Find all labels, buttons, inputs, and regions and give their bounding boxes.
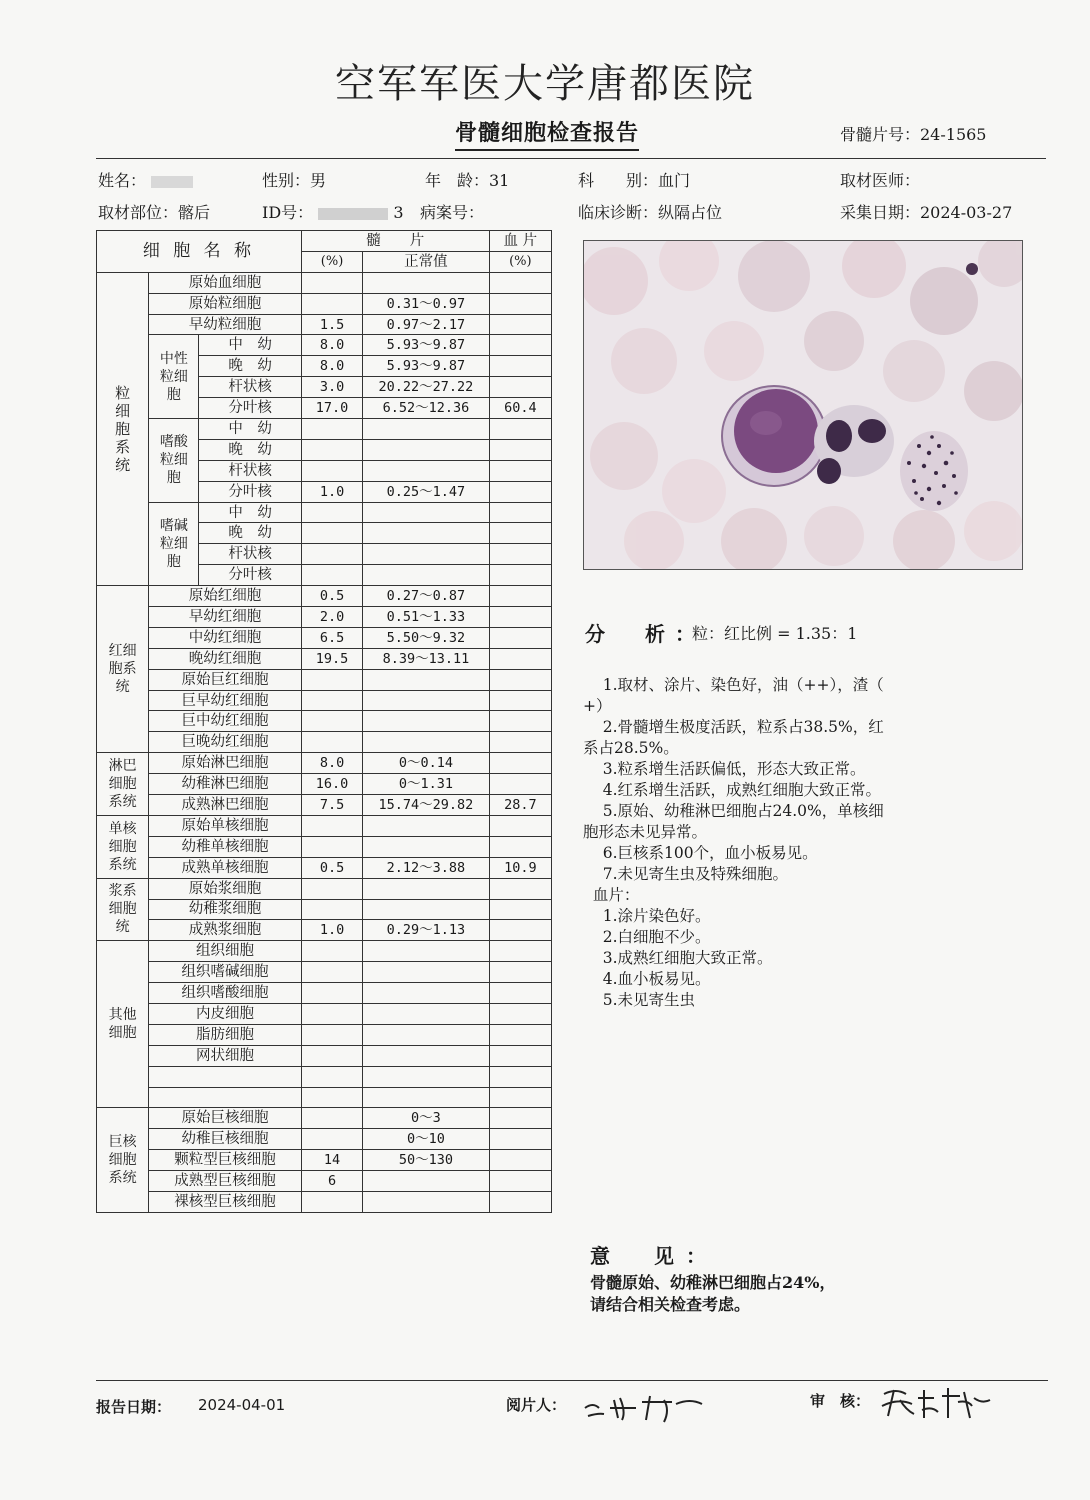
group-label-mono: 单核细胞系统 (97, 815, 149, 878)
bm-percent (301, 941, 362, 962)
pb-percent (489, 920, 551, 941)
pb-percent (489, 1066, 551, 1087)
patient-dept: 科 别：血门 (578, 171, 691, 190)
table-row (97, 941, 552, 962)
reviewer-label: 审 核： (810, 1392, 871, 1410)
normal-range: 2.12～3.88 (363, 857, 490, 878)
bm-percent (301, 272, 362, 293)
bm-percent (301, 690, 362, 711)
normal-range (363, 815, 490, 836)
cell-type-name: 脂肪细胞 (149, 1024, 302, 1045)
bm-percent (301, 1045, 362, 1066)
pb-percent (489, 815, 551, 836)
group-label-granulocyte: 粒细胞系统 (97, 272, 149, 585)
analysis-line: 2.白细胞不少。 (583, 928, 711, 946)
pb-percent (489, 1129, 551, 1150)
table-row (97, 878, 552, 899)
pb-percent (489, 356, 551, 377)
pb-percent (489, 523, 551, 544)
bm-percent: 2.0 (301, 607, 362, 628)
analysis-line: 5.原始、幼稚淋巴细胞占24.0%，单核细 (583, 802, 884, 820)
normal-range (363, 878, 490, 899)
normal-range: 0～3 (363, 1108, 490, 1129)
cell-type-name: 晚 幼 (199, 356, 301, 377)
normal-range (363, 523, 490, 544)
cell-type-name: 分叶核 (199, 481, 301, 502)
bm-percent (301, 1066, 362, 1087)
group-label-basophil: 嗜碱粒细胞 (149, 502, 199, 586)
pb-percent (489, 941, 551, 962)
normal-range (363, 1024, 490, 1045)
table-row (97, 335, 552, 356)
pb-percent (489, 753, 551, 774)
table-row (97, 1191, 552, 1212)
normal-range (363, 690, 490, 711)
bm-percent: 14 (301, 1150, 362, 1171)
analysis-line: 4.红系增生活跃，成熟红细胞大致正常。 (583, 781, 881, 799)
normal-range: 50～130 (363, 1150, 490, 1171)
cell-type-name: 杆状核 (199, 460, 301, 481)
reader-label: 阅片人： (506, 1396, 567, 1414)
bm-percent (301, 711, 362, 732)
table-row (97, 1150, 552, 1171)
cell-type-name: 晚 幼 (199, 439, 301, 460)
bm-percent (301, 878, 362, 899)
table-row (97, 293, 552, 314)
table-row (97, 857, 552, 878)
cell-type-name: 颗粒型巨核细胞 (149, 1150, 302, 1171)
analysis-text (583, 675, 1003, 1011)
report-title: 骨髓细胞检查报告 (455, 116, 639, 151)
pb-percent (489, 1003, 551, 1024)
normal-range: 5.93～9.87 (363, 335, 490, 356)
name-redaction (151, 176, 193, 188)
cell-type-name (149, 1066, 302, 1087)
analysis-line: 1.取材、涂片、染色好，油（++），渣（ (583, 676, 884, 694)
table-row (97, 1003, 552, 1024)
pb-percent: 60.4 (489, 398, 551, 419)
patient-id (262, 200, 404, 223)
patient-name (98, 168, 193, 191)
col-normal: 正常值 (363, 251, 490, 272)
cell-type-name: 幼稚浆细胞 (149, 899, 302, 920)
normal-range: 0.27～0.87 (363, 586, 490, 607)
table-row (97, 899, 552, 920)
bm-percent (301, 899, 362, 920)
normal-range: 15.74～29.82 (363, 795, 490, 816)
bm-percent: 16.0 (301, 774, 362, 795)
bed-number: 病案号： (420, 203, 485, 222)
bm-percent: 1.0 (301, 481, 362, 502)
marrow-smear-photo (583, 240, 1023, 570)
bm-percent: 8.0 (301, 753, 362, 774)
group-label-plasma: 浆系细胞统 (97, 878, 149, 941)
bm-percent: 1.0 (301, 920, 362, 941)
sampling-site: 取材部位：髂后 (98, 203, 211, 222)
normal-range: 0.31～0.97 (363, 293, 490, 314)
cell-type-name: 巨早幼红细胞 (149, 690, 302, 711)
table-row (97, 774, 552, 795)
pb-percent (489, 607, 551, 628)
table-row (97, 1129, 552, 1150)
pb-percent (489, 1171, 551, 1192)
analysis-line: 2.骨髓增生极度活跃，粒系占38.5%，红 (583, 718, 884, 736)
col-bm-pct: (%) (301, 251, 362, 272)
table-row (97, 690, 552, 711)
analysis-heading: 分 析： (585, 622, 705, 646)
cell-type-name: 分叶核 (199, 398, 301, 419)
cell-type-name: 组织嗜酸细胞 (149, 983, 302, 1004)
bm-percent: 0.5 (301, 586, 362, 607)
bm-percent: 3.0 (301, 377, 362, 398)
normal-range: 20.22～27.22 (363, 377, 490, 398)
pb-percent (489, 565, 551, 586)
cell-type-name: 成熟型巨核细胞 (149, 1171, 302, 1192)
pb-percent (489, 1191, 551, 1212)
pb-percent (489, 774, 551, 795)
table-row (97, 711, 552, 732)
table-row (97, 962, 552, 983)
bm-percent (301, 523, 362, 544)
normal-range (363, 419, 490, 440)
pb-percent (489, 899, 551, 920)
cell-count-table (96, 230, 552, 1213)
patient-id-suffix: 3 (393, 203, 404, 222)
report-date: 2024-04-01 (198, 1396, 286, 1414)
normal-range: 6.52～12.36 (363, 398, 490, 419)
pb-percent: 10.9 (489, 857, 551, 878)
pb-percent (489, 586, 551, 607)
table-row (97, 419, 552, 440)
group-label-mega: 巨核细胞系统 (97, 1108, 149, 1212)
analysis-line: 1.涂片染色好。 (583, 907, 711, 925)
analysis-line: 3.粒系增生活跃偏低，形态大致正常。 (583, 760, 866, 778)
table-row (97, 1171, 552, 1192)
normal-range (363, 1171, 490, 1192)
bm-percent (301, 669, 362, 690)
bm-percent (301, 962, 362, 983)
normal-range: 0.29～1.13 (363, 920, 490, 941)
analysis-line: 3.成熟红细胞大致正常。 (583, 949, 773, 967)
table-row (97, 586, 552, 607)
cell-type-name: 原始巨核细胞 (149, 1108, 302, 1129)
cell-type-name: 巨晚幼红细胞 (149, 732, 302, 753)
marrow-smear-image (584, 241, 1022, 569)
pb-percent (489, 481, 551, 502)
normal-range (363, 1045, 490, 1066)
pb-percent (489, 1087, 551, 1108)
normal-range: 0.97～2.17 (363, 314, 490, 335)
bm-percent: 0.5 (301, 857, 362, 878)
bm-percent: 19.5 (301, 648, 362, 669)
normal-range (363, 836, 490, 857)
cell-type-name (149, 1087, 302, 1108)
clinical-diagnosis: 临床诊断：纵隔占位 (578, 203, 723, 222)
pb-percent (489, 502, 551, 523)
cell-type-name: 裸核型巨核细胞 (149, 1191, 302, 1212)
cell-type-name: 组织嗜碱细胞 (149, 962, 302, 983)
normal-range (363, 439, 490, 460)
cell-type-name: 晚幼红细胞 (149, 648, 302, 669)
cell-type-name: 网状细胞 (149, 1045, 302, 1066)
cell-type-name: 早幼粒细胞 (149, 314, 302, 335)
normal-range (363, 732, 490, 753)
cell-type-name: 成熟淋巴细胞 (149, 795, 302, 816)
pb-percent (489, 419, 551, 440)
pb-percent (489, 460, 551, 481)
pb-percent (489, 314, 551, 335)
normal-range: 0～10 (363, 1129, 490, 1150)
normal-range (363, 983, 490, 1004)
pb-percent (489, 544, 551, 565)
analysis-line: 4.血小板易见。 (583, 970, 711, 988)
normal-range (363, 711, 490, 732)
group-label-erythroid: 红细胞系统 (97, 586, 149, 753)
bm-percent (301, 1003, 362, 1024)
bm-percent (301, 1087, 362, 1108)
bm-percent (301, 544, 362, 565)
pb-percent (489, 1024, 551, 1045)
bm-percent (301, 293, 362, 314)
bm-percent (301, 1108, 362, 1129)
normal-range: 5.93～9.87 (363, 356, 490, 377)
table-row (97, 502, 552, 523)
pb-percent (489, 335, 551, 356)
col-bone-marrow: 髓 片 (301, 231, 489, 252)
patient-gender: 性别：男 (262, 171, 327, 190)
analysis-line: 7.未见寄生虫及特殊细胞。 (583, 865, 788, 883)
normal-range: 0.51～1.33 (363, 607, 490, 628)
report-date-label: 报告日期： (96, 1398, 172, 1416)
bm-percent (301, 419, 362, 440)
analysis-line: +） (583, 697, 612, 715)
normal-range (363, 502, 490, 523)
cell-type-name: 成熟浆细胞 (149, 920, 302, 941)
cell-type-name: 晚 幼 (199, 523, 301, 544)
cell-type-name: 分叶核 (199, 565, 301, 586)
pb-percent (489, 732, 551, 753)
pb-percent (489, 627, 551, 648)
bm-percent (301, 439, 362, 460)
header-divider (96, 158, 1046, 159)
cell-type-name: 中 幼 (199, 335, 301, 356)
col-blood: 血 片 (489, 231, 551, 252)
analysis-line: 胞形态未见异常。 (583, 823, 708, 841)
normal-range (363, 272, 490, 293)
analysis-line: 6.巨核系100个，血小板易见。 (583, 844, 818, 862)
pb-percent (489, 1108, 551, 1129)
cell-type-name: 成熟单核细胞 (149, 857, 302, 878)
pb-percent (489, 878, 551, 899)
cell-type-name: 原始巨红细胞 (149, 669, 302, 690)
normal-range: 5.50～9.32 (363, 627, 490, 648)
group-label-other: 其他细胞 (97, 941, 149, 1108)
table-row (97, 815, 552, 836)
table-row (97, 272, 552, 293)
bm-percent (301, 565, 362, 586)
bm-percent (301, 836, 362, 857)
group-label-neutrophil: 中性粒细胞 (149, 335, 199, 419)
normal-range (363, 1003, 490, 1024)
bm-percent (301, 1191, 362, 1212)
patient-name-label: 姓名： (98, 171, 147, 190)
cell-type-name: 杆状核 (199, 544, 301, 565)
analysis-line: 5.未见寄生虫 (583, 991, 695, 1009)
cell-type-name: 内皮细胞 (149, 1003, 302, 1024)
bm-percent (301, 732, 362, 753)
cell-type-name: 幼稚淋巴细胞 (149, 774, 302, 795)
pb-percent (489, 377, 551, 398)
table-row (97, 1024, 552, 1045)
cell-type-name: 原始红细胞 (149, 586, 302, 607)
normal-range (363, 962, 490, 983)
group-label-eosinophil: 嗜酸粒细胞 (149, 419, 199, 503)
cell-type-name: 幼稚巨核细胞 (149, 1129, 302, 1150)
pb-percent (489, 962, 551, 983)
bm-percent (301, 983, 362, 1004)
reviewer-signature (878, 1380, 998, 1424)
normal-range (363, 1087, 490, 1108)
cell-type-name: 幼稚单核细胞 (149, 836, 302, 857)
collection-date: 采集日期：2024-03-27 (840, 203, 1013, 222)
bm-percent: 7.5 (301, 795, 362, 816)
slide-number: 骨髓片号：24-1565 (840, 125, 987, 144)
normal-range (363, 1191, 490, 1212)
cell-type-name: 杆状核 (199, 377, 301, 398)
pb-percent (489, 272, 551, 293)
table-row (97, 753, 552, 774)
cell-type-name: 巨中幼红细胞 (149, 711, 302, 732)
bm-percent (301, 1024, 362, 1045)
table-row (97, 1087, 552, 1108)
cell-type-name: 原始粒细胞 (149, 293, 302, 314)
col-cell-name: 细 胞 名 称 (97, 231, 302, 273)
pb-percent (489, 711, 551, 732)
normal-range: 8.39～13.11 (363, 648, 490, 669)
pb-percent: 28.7 (489, 795, 551, 816)
opinion-line-1: 骨髓原始、幼稚淋巴细胞占24%， (590, 1273, 836, 1292)
table-row (97, 1066, 552, 1087)
col-pb-pct: (%) (489, 251, 551, 272)
group-label-lymph: 淋巴细胞系统 (97, 753, 149, 816)
normal-range (363, 941, 490, 962)
cell-type-name: 中幼红细胞 (149, 627, 302, 648)
sampling-doctor: 取材医师： (840, 171, 921, 190)
pb-percent (489, 648, 551, 669)
normal-range (363, 460, 490, 481)
analysis-line: 血片： (583, 886, 640, 904)
opinion-text (590, 1272, 835, 1316)
table-row (97, 732, 552, 753)
cell-type-name: 原始淋巴细胞 (149, 753, 302, 774)
table-row (97, 836, 552, 857)
bm-percent: 6.5 (301, 627, 362, 648)
bm-percent (301, 502, 362, 523)
bm-percent: 1.5 (301, 314, 362, 335)
pb-percent (489, 836, 551, 857)
opinion-heading: 意 见： (590, 1244, 718, 1268)
table-row (97, 627, 552, 648)
normal-range: 0.25～1.47 (363, 481, 490, 502)
normal-range: 0～1.31 (363, 774, 490, 795)
normal-range (363, 544, 490, 565)
normal-range (363, 565, 490, 586)
pb-percent (489, 1045, 551, 1066)
bm-percent: 17.0 (301, 398, 362, 419)
normal-range (363, 669, 490, 690)
gran-ery-ratio: 粒：红比例 = 1.35：1 (692, 624, 858, 643)
pb-percent (489, 669, 551, 690)
cell-type-name: 原始单核细胞 (149, 815, 302, 836)
table-row (97, 648, 552, 669)
table-row (97, 795, 552, 816)
table-row (97, 1045, 552, 1066)
hospital-name: 空军军医大学唐都医院 (335, 61, 755, 107)
normal-range (363, 1066, 490, 1087)
cell-type-name: 原始血细胞 (149, 272, 302, 293)
normal-range: 0～0.14 (363, 753, 490, 774)
cell-type-name: 早幼红细胞 (149, 607, 302, 628)
analysis-line: 系占28.5%。 (583, 739, 679, 757)
cell-type-name: 组织细胞 (149, 941, 302, 962)
bm-percent: 8.0 (301, 335, 362, 356)
bm-percent: 8.0 (301, 356, 362, 377)
patient-age: 年 龄：31 (425, 171, 510, 190)
cell-type-name: 中 幼 (199, 419, 301, 440)
bm-percent (301, 460, 362, 481)
table-row (97, 1108, 552, 1129)
normal-range (363, 899, 490, 920)
opinion-line-2: 请结合相关检查考虑。 (590, 1295, 751, 1314)
pb-percent (489, 293, 551, 314)
table-row (97, 983, 552, 1004)
pb-percent (489, 1150, 551, 1171)
pb-percent (489, 439, 551, 460)
pb-percent (489, 983, 551, 1004)
bm-percent (301, 1129, 362, 1150)
cell-type-name: 中 幼 (199, 502, 301, 523)
table-row (97, 669, 552, 690)
reader-signature (580, 1388, 710, 1424)
cell-type-name: 原始浆细胞 (149, 878, 302, 899)
bm-percent: 6 (301, 1171, 362, 1192)
table-row (97, 607, 552, 628)
table-row (97, 920, 552, 941)
bm-percent (301, 815, 362, 836)
id-redaction (318, 208, 388, 220)
patient-id-label: ID号： (262, 203, 314, 222)
table-row (97, 314, 552, 335)
pb-percent (489, 690, 551, 711)
